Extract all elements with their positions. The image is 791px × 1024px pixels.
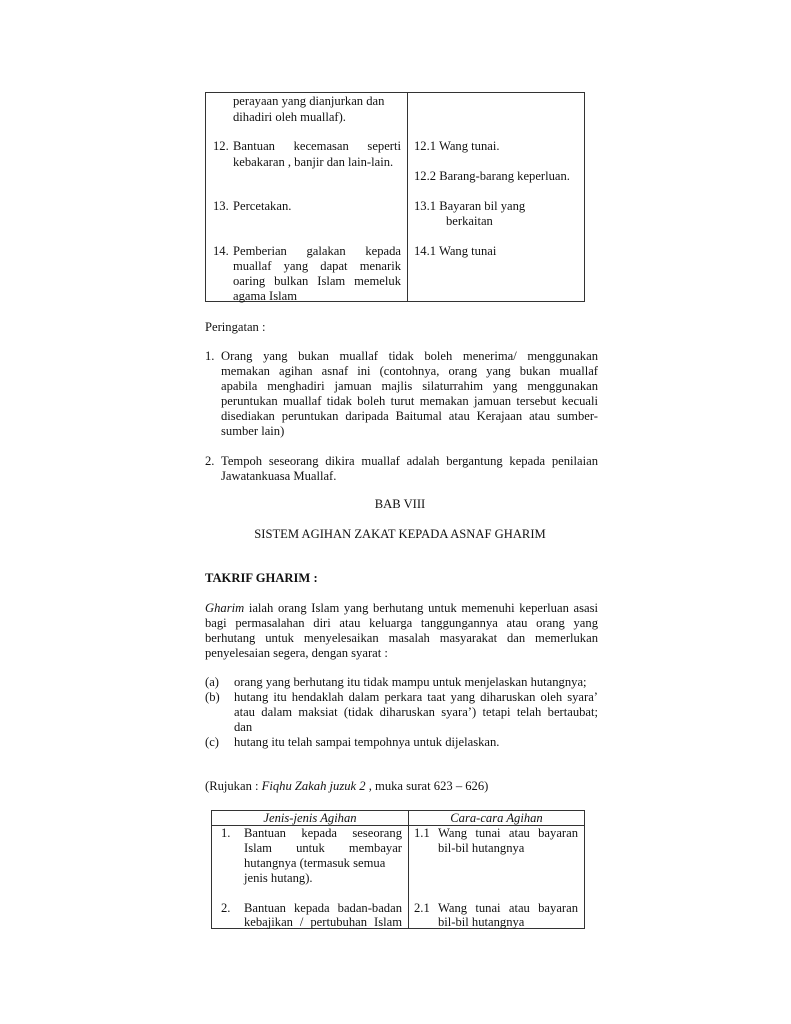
row-number: 12. xyxy=(213,139,229,153)
condition-line: hutang itu hendaklah dalam perkara taat yang diharuskan oleh syara’ xyxy=(234,690,598,704)
row-number: 1. xyxy=(221,826,231,840)
method-number: 1.1 xyxy=(414,826,430,840)
row-method-line: 12.2 Barang-barang keperluan. xyxy=(414,169,570,183)
condition-line: hutang itu telah sampai tempohnya untuk dijelaskan. xyxy=(234,735,500,749)
reference-suffix: , muka surat 623 – 626) xyxy=(365,779,489,793)
item-line: apabila menghadiri jamuan majlis silaturrahim yang menggunakan xyxy=(221,379,598,393)
row-method-line: berkaitan xyxy=(446,214,493,228)
chapter-number: BAB VIII xyxy=(374,497,426,511)
item-number: 1. xyxy=(205,349,215,363)
item-line: Jawatankuasa Muallaf. xyxy=(221,469,337,483)
condition-line: orang yang berhutang itu tidak mampu untuk menjelaskan hutangnya; xyxy=(234,675,587,689)
row-type-line: Pemberian galakan kepada xyxy=(233,244,401,258)
column-divider xyxy=(408,811,409,928)
definition-line xyxy=(205,601,598,617)
row-type-line: kebajikan / pertubuhan Islam xyxy=(244,915,402,929)
row-type-line: kebakaran , banjir dan lain-lain. xyxy=(233,155,394,169)
item-line: Tempoh seseorang dikira muallaf adalah bergantung kepada penilaian xyxy=(221,454,598,468)
condition-label: (b) xyxy=(205,690,220,704)
condition-line: dan xyxy=(234,720,253,734)
row-type-line: Percetakan. xyxy=(233,199,292,213)
row-method-line: 13.1 Bayaran bil yang xyxy=(414,199,526,213)
continued-text-line: dihadiri oleh muallaf). xyxy=(233,110,346,124)
row-type-line: Bantuan kepada badan-badan xyxy=(244,901,402,915)
reference-book: Fiqhu Zakah juzuk 2 xyxy=(261,779,366,793)
row-type-line: oaring bulkan Islam memeluk xyxy=(233,274,401,288)
item-line: disediakan peruntukan daripada Baitumal atau Kerajaan atau sumber- xyxy=(221,409,598,423)
row-type-line: hutangnya (termasuk semua xyxy=(244,856,386,870)
row-type-line: jenis hutang). xyxy=(244,871,313,885)
row-number: 13. xyxy=(213,199,229,213)
column-divider xyxy=(407,93,408,301)
row-type-line: Islam untuk membayar xyxy=(244,841,402,855)
row-method-line: 12.1 Wang tunai. xyxy=(414,139,500,153)
item-line: memakan agihan asnaf ini (contohnya, orang yang bukan muallaf xyxy=(221,364,598,378)
method-line: Wang tunai atau bayaran xyxy=(438,901,578,915)
reference-line xyxy=(205,779,488,795)
row-type-line: agama Islam xyxy=(233,289,297,303)
condition-line: atau dalam maksiat (tidak diharuskan syara’) tetapi telah bertaubat; xyxy=(234,705,598,719)
item-line: Orang yang bukan muallaf tidak boleh menerima/ menggunakan xyxy=(221,349,598,363)
definition-line: penyelesaian segera, dengan syarat : xyxy=(205,646,388,660)
row-method-line: 14.1 Wang tunai xyxy=(414,244,497,258)
definition-line: berhutang untuk menyelesaikan masalah masyarakat dan memerlukan xyxy=(205,631,598,645)
definition-text: ialah orang Islam yang berhutang untuk memenuhi keperluan asasi xyxy=(244,601,598,615)
gharim-term: Gharim xyxy=(205,601,245,615)
row-number: 2. xyxy=(221,901,231,915)
row-type-line: Bantuan kepada seseorang xyxy=(244,826,402,840)
row-type-line: Bantuan kecemasan seperti xyxy=(233,139,401,153)
peringatan-heading: Peringatan : xyxy=(205,320,266,334)
condition-label: (a) xyxy=(205,675,219,689)
distribution-table-continued xyxy=(205,92,585,302)
method-line: Wang tunai atau bayaran xyxy=(438,826,578,840)
condition-label: (c) xyxy=(205,735,219,749)
continued-text-line: perayaan yang dianjurkan dan xyxy=(233,94,385,108)
row-type-line: muallaf yang dapat menarik xyxy=(233,259,401,273)
definition-line: bagi permasalahan diri atau keluarga tanggungannya atau orang yang xyxy=(205,616,598,630)
item-line: peruntukan muallaf tidak boleh turut memakan jamuan tersebut kecuali xyxy=(221,394,598,408)
item-line: sumber lain) xyxy=(221,424,285,438)
takrif-heading: TAKRIF GHARIM : xyxy=(205,571,318,585)
chapter-title: SISTEM AGIHAN ZAKAT KEPADA ASNAF GHARIM xyxy=(254,527,546,541)
method-line: bil-bil hutangnya xyxy=(438,915,525,929)
header-cara-agihan: Cara-cara Agihan xyxy=(450,811,543,825)
method-number: 2.1 xyxy=(414,901,430,915)
header-jenis-agihan: Jenis-jenis Agihan xyxy=(263,811,357,825)
reference-prefix: (Rujukan : xyxy=(205,779,262,793)
row-number: 14. xyxy=(213,244,229,258)
item-number: 2. xyxy=(205,454,215,468)
gharim-distribution-table xyxy=(211,810,585,929)
method-line: bil-bil hutangnya xyxy=(438,841,525,855)
